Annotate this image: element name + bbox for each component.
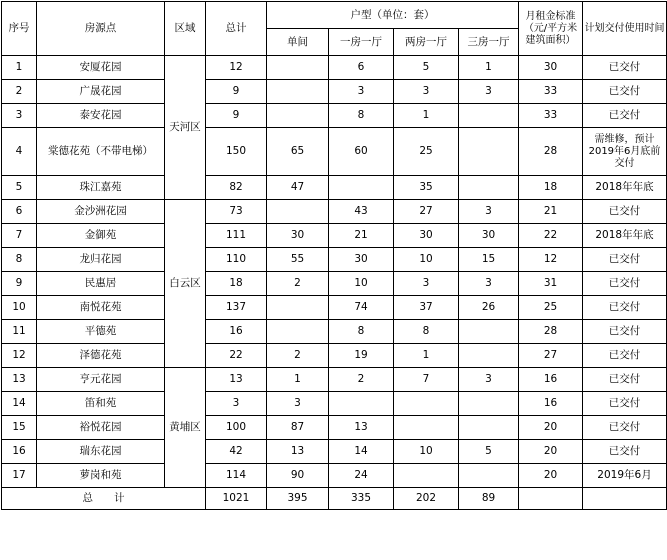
- cell-single: [267, 320, 329, 344]
- cell-name: 广晟花园: [37, 80, 165, 104]
- cell-single: 55: [267, 248, 329, 272]
- cell-total: 9: [206, 104, 267, 128]
- header-one-room: 一房一厅: [329, 29, 394, 56]
- cell-three-room: [459, 464, 519, 488]
- cell-total: 137: [206, 296, 267, 320]
- cell-name: 瑞东花园: [37, 440, 165, 464]
- cell-rent: 27: [519, 344, 583, 368]
- cell-single: 3: [267, 392, 329, 416]
- table-row: [2, 296, 667, 320]
- cell-name: 泽德花苑: [37, 344, 165, 368]
- cell-rent: 25: [519, 296, 583, 320]
- cell-name: 珠江嘉苑: [37, 176, 165, 200]
- cell-total: 13: [206, 368, 267, 392]
- cell-total: 12: [206, 56, 267, 80]
- cell-three-room: 3: [459, 200, 519, 224]
- cell-three-room: [459, 176, 519, 200]
- cell-one-room: 43: [329, 200, 394, 224]
- cell-one-room: [329, 392, 394, 416]
- cell-rent: 16: [519, 392, 583, 416]
- cell-one-room: 14: [329, 440, 394, 464]
- cell-district-huangpu: 黄埔区: [165, 368, 206, 488]
- cell-two-room: 3: [394, 80, 459, 104]
- cell-rent: 30: [519, 56, 583, 80]
- cell-rent: 12: [519, 248, 583, 272]
- header-three-room: 三房一厅: [459, 29, 519, 56]
- cell-two-room: 10: [394, 440, 459, 464]
- header-single: 单间: [267, 29, 329, 56]
- table-row: [2, 272, 667, 296]
- cell-total: 42: [206, 440, 267, 464]
- table-row: [2, 56, 667, 80]
- cell-three-room: 26: [459, 296, 519, 320]
- cell-plan: 已交付: [583, 296, 667, 320]
- cell-total: 18: [206, 272, 267, 296]
- cell-name: 笛和苑: [37, 392, 165, 416]
- cell-single: 47: [267, 176, 329, 200]
- cell-three-room: [459, 416, 519, 440]
- cell-one-room: 60: [329, 128, 394, 176]
- header-name: 房源点: [37, 2, 165, 56]
- cell-seq: 16: [2, 440, 37, 464]
- cell-two-room: 1: [394, 344, 459, 368]
- cell-total: 114: [206, 464, 267, 488]
- cell-rent: 21: [519, 200, 583, 224]
- cell-name: 民惠居: [37, 272, 165, 296]
- cell-name: 金沙洲花园: [37, 200, 165, 224]
- cell-plan: 已交付: [583, 200, 667, 224]
- cell-plan: 已交付: [583, 248, 667, 272]
- cell-rent: 33: [519, 104, 583, 128]
- totals-plan: [583, 488, 667, 510]
- cell-total: 22: [206, 344, 267, 368]
- cell-three-room: [459, 128, 519, 176]
- cell-rent: 28: [519, 320, 583, 344]
- cell-three-room: [459, 392, 519, 416]
- cell-three-room: [459, 104, 519, 128]
- table-row: [2, 440, 667, 464]
- totals-one-room: 335: [329, 488, 394, 510]
- cell-three-room: 1: [459, 56, 519, 80]
- cell-single: 13: [267, 440, 329, 464]
- header-rent: 月租金标准（元/平方米建筑面积）: [519, 2, 583, 56]
- cell-two-room: 30: [394, 224, 459, 248]
- cell-plan: 2019年6月: [583, 464, 667, 488]
- cell-one-room: 19: [329, 344, 394, 368]
- cell-rent: 20: [519, 464, 583, 488]
- cell-rent: 20: [519, 440, 583, 464]
- cell-total: 150: [206, 128, 267, 176]
- header-district: 区域: [165, 2, 206, 56]
- cell-plan: 已交付: [583, 272, 667, 296]
- totals-single: 395: [267, 488, 329, 510]
- cell-single: 65: [267, 128, 329, 176]
- cell-two-room: 10: [394, 248, 459, 272]
- cell-total: 3: [206, 392, 267, 416]
- totals-row: [2, 488, 667, 510]
- cell-plan: 已交付: [583, 344, 667, 368]
- cell-seq: 7: [2, 224, 37, 248]
- table-row: [2, 224, 667, 248]
- cell-single: 30: [267, 224, 329, 248]
- cell-three-room: 3: [459, 368, 519, 392]
- cell-one-room: 6: [329, 56, 394, 80]
- cell-single: [267, 296, 329, 320]
- cell-two-room: 35: [394, 176, 459, 200]
- table-row: [2, 104, 667, 128]
- cell-single: 2: [267, 272, 329, 296]
- cell-plan: 需维修，预计2019年6月底前交付: [583, 128, 667, 176]
- cell-plan: 已交付: [583, 320, 667, 344]
- cell-two-room: [394, 392, 459, 416]
- cell-two-room: [394, 416, 459, 440]
- cell-two-room: 3: [394, 272, 459, 296]
- totals-two-room: 202: [394, 488, 459, 510]
- cell-district-baiyun: 白云区: [165, 200, 206, 368]
- cell-name: 平德苑: [37, 320, 165, 344]
- cell-seq: 15: [2, 416, 37, 440]
- cell-one-room: 3: [329, 80, 394, 104]
- header-two-room: 两房一厅: [394, 29, 459, 56]
- cell-single: 2: [267, 344, 329, 368]
- cell-plan: 已交付: [583, 392, 667, 416]
- cell-two-room: 1: [394, 104, 459, 128]
- cell-plan: 已交付: [583, 416, 667, 440]
- cell-total: 110: [206, 248, 267, 272]
- table-row: [2, 176, 667, 200]
- cell-one-room: 24: [329, 464, 394, 488]
- cell-one-room: 8: [329, 320, 394, 344]
- cell-two-room: 7: [394, 368, 459, 392]
- cell-three-room: 3: [459, 80, 519, 104]
- cell-one-room: 13: [329, 416, 394, 440]
- cell-single: [267, 56, 329, 80]
- table-row: [2, 200, 667, 224]
- cell-two-room: 27: [394, 200, 459, 224]
- cell-two-room: [394, 464, 459, 488]
- cell-three-room: 5: [459, 440, 519, 464]
- cell-single: 1: [267, 368, 329, 392]
- cell-seq: 5: [2, 176, 37, 200]
- cell-plan: 已交付: [583, 56, 667, 80]
- cell-seq: 17: [2, 464, 37, 488]
- cell-seq: 10: [2, 296, 37, 320]
- cell-one-room: 30: [329, 248, 394, 272]
- cell-name: 裕悦花园: [37, 416, 165, 440]
- cell-total: 111: [206, 224, 267, 248]
- totals-three-room: 89: [459, 488, 519, 510]
- cell-seq: 11: [2, 320, 37, 344]
- cell-rent: 18: [519, 176, 583, 200]
- cell-name: 亨元花园: [37, 368, 165, 392]
- cell-two-room: 25: [394, 128, 459, 176]
- table-row: [2, 344, 667, 368]
- header-type-group: 户型（单位：套）: [267, 2, 519, 29]
- cell-plan: 已交付: [583, 104, 667, 128]
- cell-one-room: 8: [329, 104, 394, 128]
- cell-three-room: 3: [459, 272, 519, 296]
- table-row: [2, 248, 667, 272]
- cell-seq: 2: [2, 80, 37, 104]
- cell-plan: 已交付: [583, 80, 667, 104]
- cell-plan: 2018年年底: [583, 176, 667, 200]
- cell-district-tianhe: 天河区: [165, 56, 206, 200]
- cell-single: 87: [267, 416, 329, 440]
- cell-name: 棠德花苑（不带电梯）: [37, 128, 165, 176]
- table-row: [2, 416, 667, 440]
- cell-total: 73: [206, 200, 267, 224]
- table-row: [2, 368, 667, 392]
- totals-label: 总 计: [2, 488, 206, 510]
- cell-name: 泰安花园: [37, 104, 165, 128]
- cell-seq: 9: [2, 272, 37, 296]
- cell-three-room: [459, 320, 519, 344]
- totals-rent: [519, 488, 583, 510]
- cell-one-room: [329, 176, 394, 200]
- cell-seq: 6: [2, 200, 37, 224]
- cell-seq: 13: [2, 368, 37, 392]
- cell-single: [267, 80, 329, 104]
- cell-two-room: 37: [394, 296, 459, 320]
- cell-seq: 4: [2, 128, 37, 176]
- cell-two-room: 8: [394, 320, 459, 344]
- cell-one-room: 21: [329, 224, 394, 248]
- table-row: [2, 80, 667, 104]
- cell-rent: 22: [519, 224, 583, 248]
- cell-plan: 已交付: [583, 368, 667, 392]
- totals-total: 1021: [206, 488, 267, 510]
- header-seq: 序号: [2, 2, 37, 56]
- cell-seq: 1: [2, 56, 37, 80]
- header-plan: 计划交付使用时间: [583, 2, 667, 56]
- cell-plan: 已交付: [583, 440, 667, 464]
- cell-total: 16: [206, 320, 267, 344]
- table-row: [2, 392, 667, 416]
- cell-total: 9: [206, 80, 267, 104]
- housing-table: [1, 1, 667, 510]
- cell-seq: 14: [2, 392, 37, 416]
- cell-single: [267, 104, 329, 128]
- cell-rent: 33: [519, 80, 583, 104]
- cell-rent: 31: [519, 272, 583, 296]
- cell-seq: 8: [2, 248, 37, 272]
- cell-total: 100: [206, 416, 267, 440]
- cell-three-room: 30: [459, 224, 519, 248]
- cell-name: 龙归花园: [37, 248, 165, 272]
- cell-name: 南悦花苑: [37, 296, 165, 320]
- cell-name: 金御苑: [37, 224, 165, 248]
- cell-seq: 3: [2, 104, 37, 128]
- cell-rent: 28: [519, 128, 583, 176]
- header-total: 总计: [206, 2, 267, 56]
- cell-single: 90: [267, 464, 329, 488]
- cell-total: 82: [206, 176, 267, 200]
- table-row: [2, 128, 667, 176]
- cell-one-room: 74: [329, 296, 394, 320]
- cell-name: 安厦花园: [37, 56, 165, 80]
- cell-name: 萝岗和苑: [37, 464, 165, 488]
- cell-three-room: 15: [459, 248, 519, 272]
- table-row: [2, 320, 667, 344]
- cell-seq: 12: [2, 344, 37, 368]
- cell-three-room: [459, 344, 519, 368]
- cell-one-room: 10: [329, 272, 394, 296]
- cell-rent: 16: [519, 368, 583, 392]
- cell-two-room: 5: [394, 56, 459, 80]
- cell-plan: 2018年年底: [583, 224, 667, 248]
- cell-rent: 20: [519, 416, 583, 440]
- table-row: [2, 464, 667, 488]
- cell-single: [267, 200, 329, 224]
- cell-one-room: 2: [329, 368, 394, 392]
